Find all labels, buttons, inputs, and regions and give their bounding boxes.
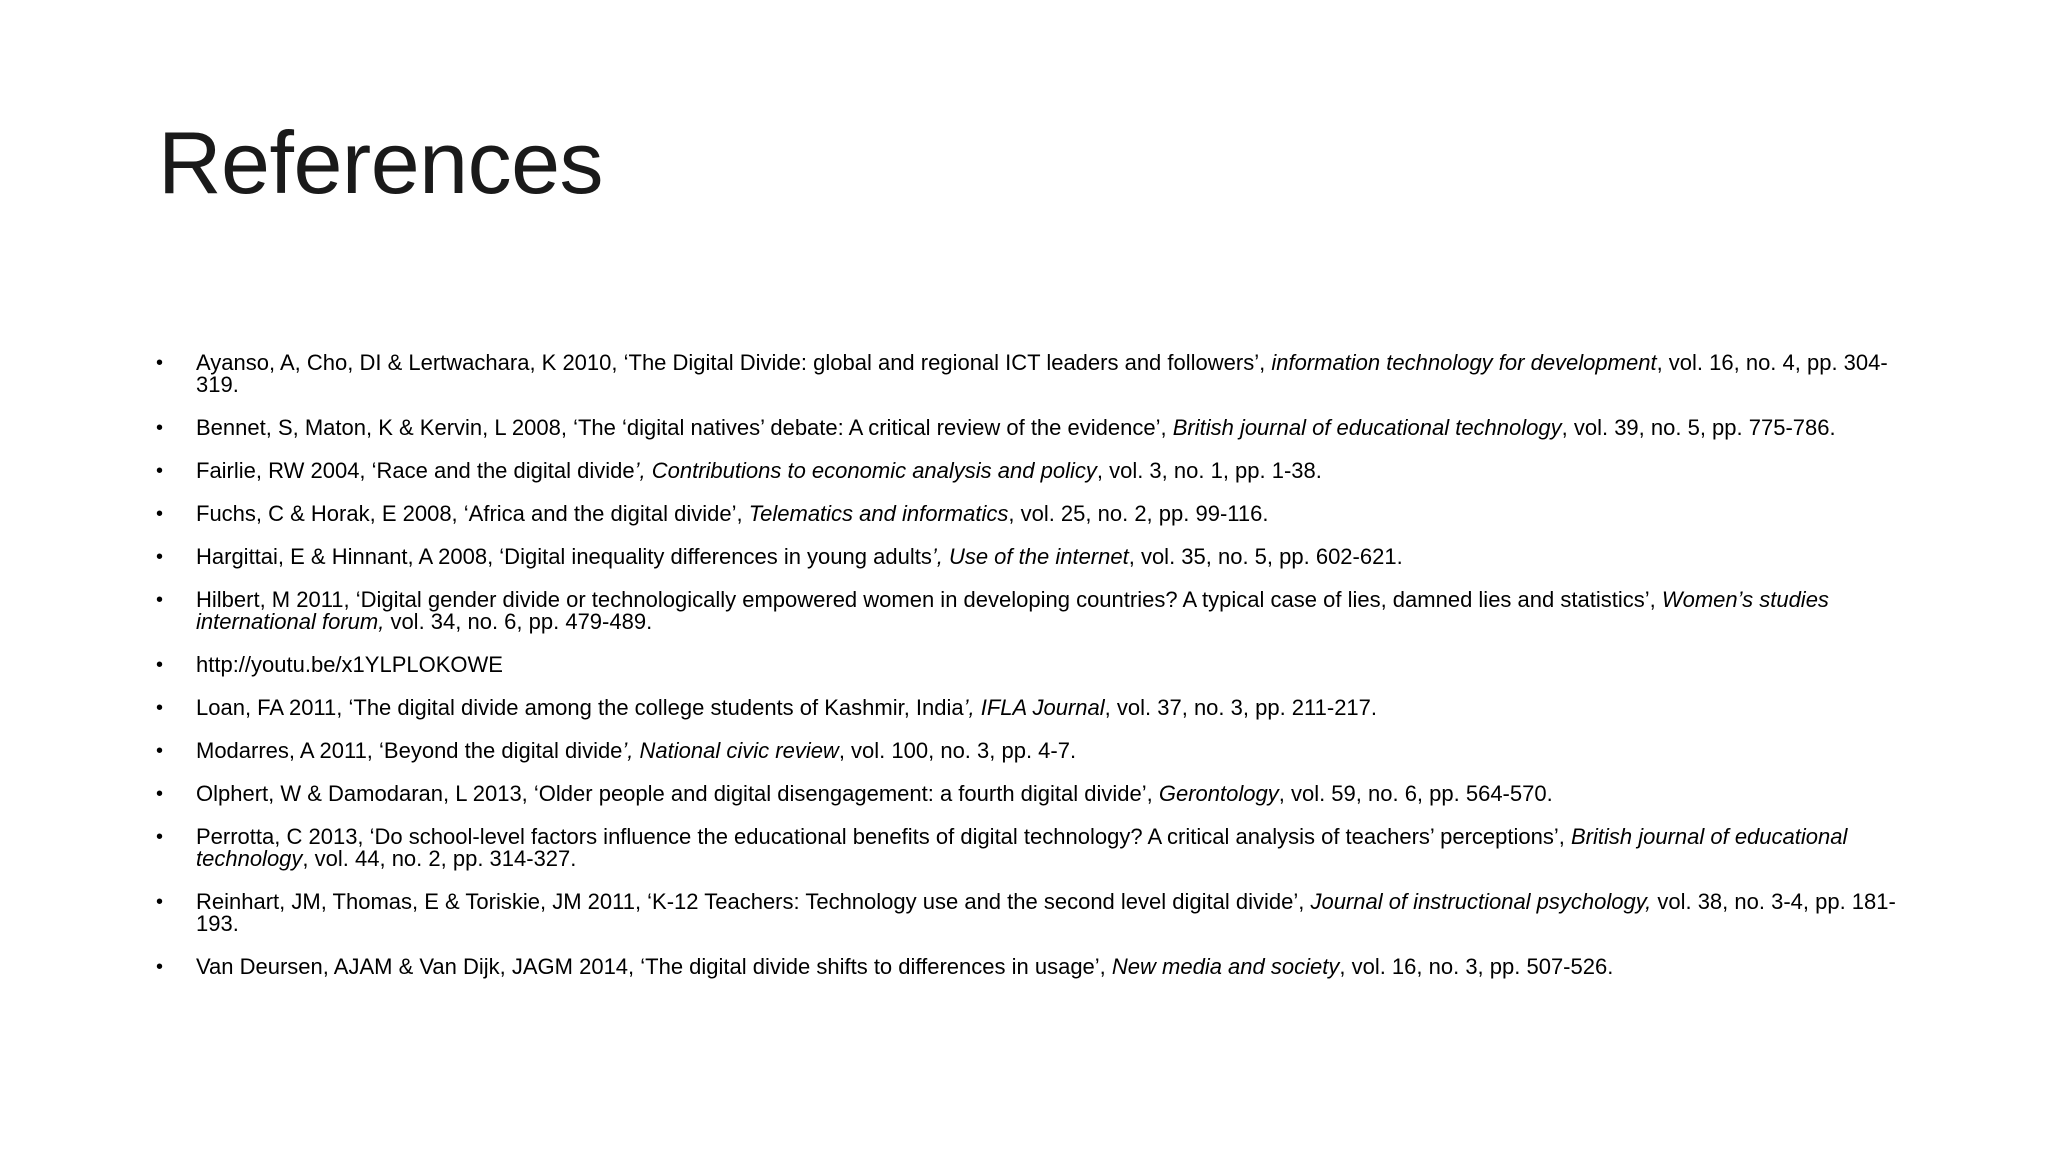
reference-text: Bennet, S, Maton, K & Kervin, L 2008, ‘The ‘digital natives’ debate: A critical review of the evidence’, — [196, 415, 1173, 440]
reference-text: Hilbert, M 2011, ‘Digital gender divide or technologically empowered women in developing countries? A typical case of lies, damned lies and statistics’, — [196, 587, 1662, 612]
reference-journal: information technology for development — [1271, 350, 1657, 375]
reference-journal: Women’s studies international forum, — [196, 587, 1829, 634]
bullet-icon: • — [156, 956, 164, 978]
reference-details: , vol. 100, no. 3, pp. 4-7. — [838, 738, 1077, 763]
reference-journal: Telematics and informatics — [748, 501, 1009, 526]
reference-item — [152, 956, 1927, 978]
reference-item — [152, 417, 1927, 439]
slide-title: References — [158, 113, 604, 212]
bullet-icon: • — [156, 589, 164, 611]
reference-journal: ’, IFLA Journal — [963, 695, 1105, 720]
reference-details: , vol. 44, no. 2, pp. 314-327. — [302, 846, 577, 871]
reference-text: Fuchs, C & Horak, E 2008, ‘Africa and the digital divide’, — [196, 501, 749, 526]
reference-journal: Gerontology — [1158, 781, 1279, 806]
bullet-icon: • — [156, 654, 164, 676]
reference-item — [152, 589, 1927, 633]
reference-text: Reinhart, JM, Thomas, E & Toriskie, JM 2011, ‘K-12 Teachers: Technology use and the second level digital divide’, — [196, 889, 1311, 914]
reference-journal: New media and society — [1111, 954, 1340, 979]
reference-item — [152, 460, 1927, 482]
reference-text: Hargittai, E & Hinnant, A 2008, ‘Digital inequality differences in young adults — [196, 544, 932, 569]
bullet-icon: • — [156, 417, 164, 439]
bullet-icon: • — [156, 503, 164, 525]
reference-item — [152, 826, 1927, 870]
reference-text: Modarres, A 2011, ‘Beyond the digital divide — [196, 738, 623, 763]
reference-item — [152, 503, 1927, 525]
bullet-icon: • — [156, 697, 164, 719]
reference-details: , vol. 35, no. 5, pp. 602-621. — [1128, 544, 1403, 569]
reference-journal: British journal of educational technology — [196, 824, 1848, 871]
bullet-icon: • — [156, 783, 164, 805]
reference-details: vol. 34, no. 6, pp. 479-489. — [384, 609, 653, 634]
reference-text: Fairlie, RW 2004, ‘Race and the digital divide — [196, 458, 635, 483]
reference-list — [152, 352, 1927, 999]
reference-details: vol. 38, no. 3-4, pp. 181-193. — [196, 889, 1896, 936]
reference-text: Van Deursen, AJAM & Van Dijk, JAGM 2014, ‘The digital divide shifts to differences in usage’, — [196, 954, 1112, 979]
reference-item — [152, 546, 1927, 568]
reference-details: , vol. 3, no. 1, pp. 1-38. — [1096, 458, 1322, 483]
reference-item — [152, 740, 1927, 762]
bullet-icon: • — [156, 546, 164, 568]
reference-details: , vol. 59, no. 6, pp. 564-570. — [1278, 781, 1553, 806]
reference-details: , vol. 16, no. 4, pp. 304-319. — [196, 350, 1888, 397]
reference-details: , vol. 39, no. 5, pp. 775-786. — [1561, 415, 1836, 440]
reference-journal: ’, Use of the internet — [931, 544, 1129, 569]
bullet-icon: • — [156, 460, 164, 482]
reference-link[interactable]: http://youtu.be/x1YLPLOKOWE — [196, 652, 503, 677]
reference-journal: British journal of educational technology — [1172, 415, 1562, 440]
reference-journal: ’, Contributions to economic analysis and policy — [634, 458, 1097, 483]
reference-item — [152, 654, 1927, 676]
reference-text: Olphert, W & Damodaran, L 2013, ‘Older people and digital disengagement: a fourth digital divide’, — [196, 781, 1159, 806]
reference-item — [152, 891, 1927, 935]
reference-item — [152, 783, 1927, 805]
bullet-icon: • — [156, 891, 164, 913]
reference-text: Ayanso, A, Cho, DI & Lertwachara, K 2010, ‘The Digital Divide: global and regional ICT leaders and followers’, — [196, 350, 1272, 375]
reference-journal: ’, National civic review — [622, 738, 839, 763]
reference-details: , vol. 16, no. 3, pp. 507-526. — [1339, 954, 1614, 979]
reference-item — [152, 352, 1927, 396]
reference-item — [152, 697, 1927, 719]
reference-details: , vol. 25, no. 2, pp. 99-116. — [1008, 501, 1269, 526]
bullet-icon: • — [156, 352, 164, 374]
reference-text: Perrotta, C 2013, ‘Do school-level factors influence the educational benefits of digital technology? A critical analysis of teachers’ perceptions’, — [196, 824, 1571, 849]
bullet-icon: • — [156, 826, 164, 848]
bullet-icon: • — [156, 740, 164, 762]
reference-text: Loan, FA 2011, ‘The digital divide among the college students of Kashmir, India — [196, 695, 964, 720]
reference-journal: Journal of instructional psychology, — [1310, 889, 1652, 914]
reference-details: , vol. 37, no. 3, pp. 211-217. — [1104, 695, 1378, 720]
